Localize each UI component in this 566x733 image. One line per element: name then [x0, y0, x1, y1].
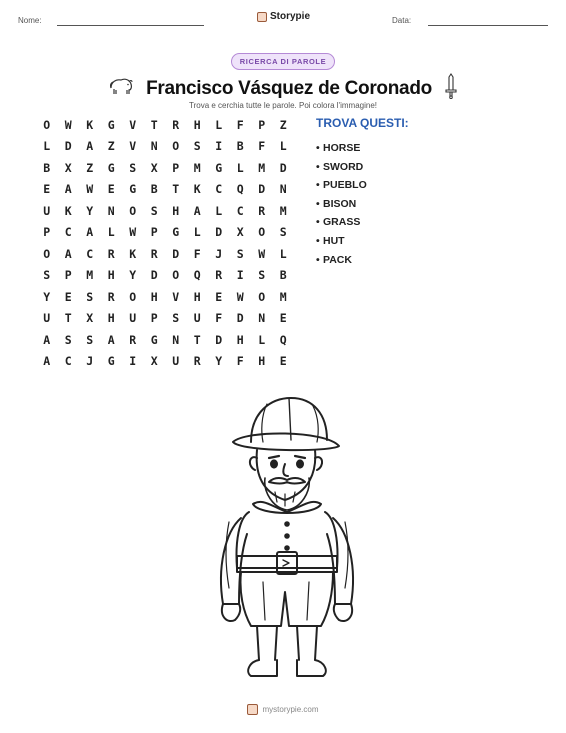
- grid-letter[interactable]: S: [150, 203, 158, 218]
- grid-letter[interactable]: Y: [129, 268, 137, 283]
- grid-letter[interactable]: R: [150, 246, 158, 261]
- grid-letter[interactable]: Y: [215, 354, 223, 369]
- grid-letter[interactable]: V: [129, 139, 137, 154]
- word-item: [316, 213, 409, 232]
- grid-letter[interactable]: F: [215, 311, 223, 326]
- bullet: •: [316, 253, 320, 266]
- grid-letter[interactable]: L: [258, 332, 266, 347]
- word-text: HORSE: [323, 142, 361, 154]
- grid-letter[interactable]: L: [215, 117, 223, 132]
- grid-letter[interactable]: Q: [236, 182, 244, 197]
- grid-letter[interactable]: D: [215, 225, 223, 240]
- grid-letter[interactable]: D: [258, 182, 266, 197]
- grid-letter[interactable]: K: [64, 203, 72, 218]
- grid-letter[interactable]: P: [172, 160, 180, 175]
- grid-letter[interactable]: R: [129, 332, 137, 347]
- grid-letter[interactable]: C: [86, 246, 94, 261]
- grid-letter[interactable]: D: [279, 160, 287, 175]
- grid-letter[interactable]: M: [258, 160, 266, 175]
- grid-letter[interactable]: X: [150, 160, 158, 175]
- grid-letter[interactable]: A: [107, 332, 115, 347]
- grid-letter[interactable]: D: [236, 311, 244, 326]
- brand-logo: [257, 11, 310, 22]
- grid-letter[interactable]: T: [193, 332, 201, 347]
- word-item: [316, 195, 409, 214]
- grid-letter[interactable]: A: [64, 246, 72, 261]
- instructions: Trova e cerchia tutte le parole. Poi colora l'immagine!: [189, 101, 377, 110]
- grid-letter[interactable]: H: [193, 117, 201, 132]
- date-field[interactable]: [428, 25, 548, 26]
- grid-letter[interactable]: L: [107, 225, 115, 240]
- grid-letter[interactable]: R: [215, 268, 223, 283]
- grid-letter[interactable]: O: [43, 246, 51, 261]
- grid-letter[interactable]: Q: [193, 268, 201, 283]
- bullet: •: [316, 197, 320, 210]
- word-item: [316, 176, 409, 195]
- grid-letter[interactable]: W: [86, 182, 94, 197]
- grid-letter[interactable]: K: [193, 182, 201, 197]
- grid-letter[interactable]: K: [129, 246, 137, 261]
- grid-letter[interactable]: I: [129, 354, 137, 369]
- grid-letter[interactable]: G: [129, 182, 137, 197]
- grid-letter[interactable]: K: [86, 117, 94, 132]
- word-item: [316, 139, 409, 158]
- grid-letter[interactable]: G: [107, 160, 115, 175]
- bullet: •: [316, 142, 320, 154]
- word-text: PACK: [323, 253, 352, 266]
- grid-letter[interactable]: Q: [279, 332, 287, 347]
- grid-letter[interactable]: S: [193, 139, 201, 154]
- grid-letter[interactable]: B: [236, 139, 244, 154]
- grid-letter[interactable]: Z: [107, 139, 115, 154]
- grid-letter[interactable]: U: [43, 203, 51, 218]
- grid-letter[interactable]: S: [172, 311, 180, 326]
- sword-icon: [444, 73, 458, 104]
- grid-letter[interactable]: H: [172, 203, 180, 218]
- word-search-grid[interactable]: [36, 114, 294, 372]
- grid-letter[interactable]: E: [279, 311, 287, 326]
- grid-letter[interactable]: X: [86, 311, 94, 326]
- grid-letter[interactable]: Y: [86, 203, 94, 218]
- word-text: PUEBLO: [323, 179, 367, 192]
- grid-letter[interactable]: Z: [279, 117, 287, 132]
- grid-letter[interactable]: O: [258, 289, 266, 304]
- grid-letter[interactable]: F: [236, 354, 244, 369]
- grid-letter[interactable]: D: [215, 332, 223, 347]
- grid-letter[interactable]: S: [279, 225, 287, 240]
- grid-letter[interactable]: T: [150, 117, 158, 132]
- grid-letter[interactable]: B: [43, 160, 51, 175]
- grid-letter[interactable]: P: [150, 225, 158, 240]
- grid-letter[interactable]: T: [172, 182, 180, 197]
- grid-letter[interactable]: O: [129, 203, 137, 218]
- grid-letter[interactable]: R: [107, 246, 115, 261]
- grid-letter[interactable]: S: [64, 332, 72, 347]
- grid-letter[interactable]: C: [236, 203, 244, 218]
- grid-letter[interactable]: M: [279, 289, 287, 304]
- grid-letter[interactable]: J: [215, 246, 223, 261]
- grid-letter[interactable]: I: [215, 139, 223, 154]
- grid-letter[interactable]: X: [150, 354, 158, 369]
- footer-url[interactable]: mystorypie.com: [262, 705, 319, 714]
- word-text: GRASS: [323, 216, 361, 229]
- grid-letter[interactable]: P: [64, 268, 72, 283]
- grid-letter[interactable]: W: [64, 117, 72, 132]
- grid-letter[interactable]: G: [215, 160, 223, 175]
- grid-letter[interactable]: H: [236, 332, 244, 347]
- grid-letter[interactable]: C: [215, 182, 223, 197]
- grid-letter[interactable]: F: [236, 117, 244, 132]
- grid-letter[interactable]: L: [279, 246, 287, 261]
- grid-letter[interactable]: P: [43, 225, 51, 240]
- grid-letter[interactable]: S: [86, 289, 94, 304]
- grid-letter[interactable]: U: [193, 311, 201, 326]
- grid-letter[interactable]: I: [236, 268, 244, 283]
- grid-letter[interactable]: N: [258, 311, 266, 326]
- name-label: Nome:: [18, 16, 42, 25]
- grid-letter[interactable]: O: [172, 268, 180, 283]
- grid-letter[interactable]: S: [86, 332, 94, 347]
- storypie-icon: [257, 12, 267, 22]
- grid-letter[interactable]: L: [236, 160, 244, 175]
- word-text: HUT: [323, 234, 345, 247]
- grid-letter[interactable]: H: [107, 311, 115, 326]
- grid-letter[interactable]: N: [107, 203, 115, 218]
- grid-letter[interactable]: B: [150, 182, 158, 197]
- grid-letter[interactable]: O: [258, 225, 266, 240]
- grid-letter[interactable]: A: [86, 139, 94, 154]
- word-item: [316, 158, 409, 177]
- grid-letter[interactable]: Z: [86, 160, 94, 175]
- grid-letter[interactable]: P: [258, 117, 266, 132]
- word-list: [316, 139, 409, 269]
- grid-letter[interactable]: T: [64, 311, 72, 326]
- word-text: SWORD: [323, 160, 364, 173]
- grid-letter[interactable]: H: [193, 289, 201, 304]
- grid-letter[interactable]: R: [172, 117, 180, 132]
- grid-letter[interactable]: H: [258, 354, 266, 369]
- grid-letter[interactable]: R: [258, 203, 266, 218]
- grid-letter[interactable]: W: [258, 246, 266, 261]
- grid-letter[interactable]: J: [86, 354, 94, 369]
- grid-letter[interactable]: D: [150, 268, 158, 283]
- word-text: BISON: [323, 197, 357, 210]
- grid-letter[interactable]: X: [64, 160, 72, 175]
- grid-letter[interactable]: W: [129, 225, 137, 240]
- word-list-title: TROVA QUESTI:: [316, 116, 409, 130]
- grid-letter[interactable]: A: [43, 332, 51, 347]
- grid-letter[interactable]: M: [279, 203, 287, 218]
- bullet: •: [316, 216, 320, 229]
- grid-letter[interactable]: A: [193, 203, 201, 218]
- word-list-panel: [316, 116, 409, 269]
- grid-letter[interactable]: L: [43, 139, 51, 154]
- grid-letter[interactable]: R: [107, 289, 115, 304]
- grid-letter[interactable]: A: [64, 182, 72, 197]
- grid-letter[interactable]: V: [172, 289, 180, 304]
- name-field[interactable]: [57, 25, 204, 26]
- grid-letter[interactable]: O: [172, 139, 180, 154]
- grid-letter[interactable]: R: [193, 354, 201, 369]
- grid-letter[interactable]: H: [107, 268, 115, 283]
- bison-icon: [108, 76, 134, 101]
- grid-letter[interactable]: A: [86, 225, 94, 240]
- grid-letter[interactable]: Y: [43, 289, 51, 304]
- grid-letter[interactable]: N: [279, 182, 287, 197]
- grid-letter[interactable]: E: [279, 354, 287, 369]
- bullet: •: [316, 160, 320, 173]
- grid-letter[interactable]: N: [172, 332, 180, 347]
- grid-letter[interactable]: A: [43, 354, 51, 369]
- grid-letter[interactable]: C: [64, 225, 72, 240]
- word-item: [316, 251, 409, 270]
- page-title: Francisco Vásquez de Coronado: [146, 77, 432, 99]
- grid-letter[interactable]: U: [129, 311, 137, 326]
- grid-letter[interactable]: S: [236, 246, 244, 261]
- grid-letter[interactable]: S: [129, 160, 137, 175]
- grid-letter[interactable]: L: [193, 225, 201, 240]
- grid-letter[interactable]: C: [64, 354, 72, 369]
- grid-letter[interactable]: N: [150, 139, 158, 154]
- bullet: •: [316, 234, 320, 247]
- grid-letter[interactable]: F: [193, 246, 201, 261]
- grid-letter[interactable]: V: [129, 117, 137, 132]
- grid-letter[interactable]: W: [236, 289, 244, 304]
- grid-letter[interactable]: F: [258, 139, 266, 154]
- grid-letter[interactable]: S: [258, 268, 266, 283]
- grid-letter[interactable]: B: [279, 268, 287, 283]
- footer: [247, 704, 318, 715]
- storypie-icon: [247, 704, 258, 715]
- grid-letter[interactable]: M: [193, 160, 201, 175]
- date-label: Data:: [392, 16, 412, 25]
- grid-letter[interactable]: M: [86, 268, 94, 283]
- grid-letter[interactable]: H: [150, 289, 158, 304]
- word-item: [316, 232, 409, 251]
- grid-letter[interactable]: G: [107, 117, 115, 132]
- grid-letter[interactable]: G: [150, 332, 158, 347]
- grid-letter[interactable]: P: [150, 311, 158, 326]
- grid-letter[interactable]: L: [279, 139, 287, 154]
- grid-letter[interactable]: G: [107, 354, 115, 369]
- grid-letter[interactable]: E: [43, 182, 51, 197]
- grid-letter[interactable]: G: [172, 225, 180, 240]
- conquistador-illustration: [205, 392, 365, 680]
- grid-letter[interactable]: U: [172, 354, 180, 369]
- activity-badge: RICERCA DI PAROLE: [231, 53, 335, 70]
- grid-letter[interactable]: D: [64, 139, 72, 154]
- grid-letter[interactable]: D: [172, 246, 180, 261]
- grid-letter[interactable]: L: [215, 203, 223, 218]
- grid-letter[interactable]: S: [43, 268, 51, 283]
- grid-letter[interactable]: U: [43, 311, 51, 326]
- bullet: •: [316, 179, 320, 192]
- grid-letter[interactable]: O: [43, 117, 51, 132]
- brand-name: Storypie: [270, 11, 311, 22]
- grid-letter[interactable]: O: [129, 289, 137, 304]
- grid-letter[interactable]: E: [107, 182, 115, 197]
- grid-letter[interactable]: E: [215, 289, 223, 304]
- grid-letter[interactable]: E: [64, 289, 72, 304]
- grid-letter[interactable]: X: [236, 225, 244, 240]
